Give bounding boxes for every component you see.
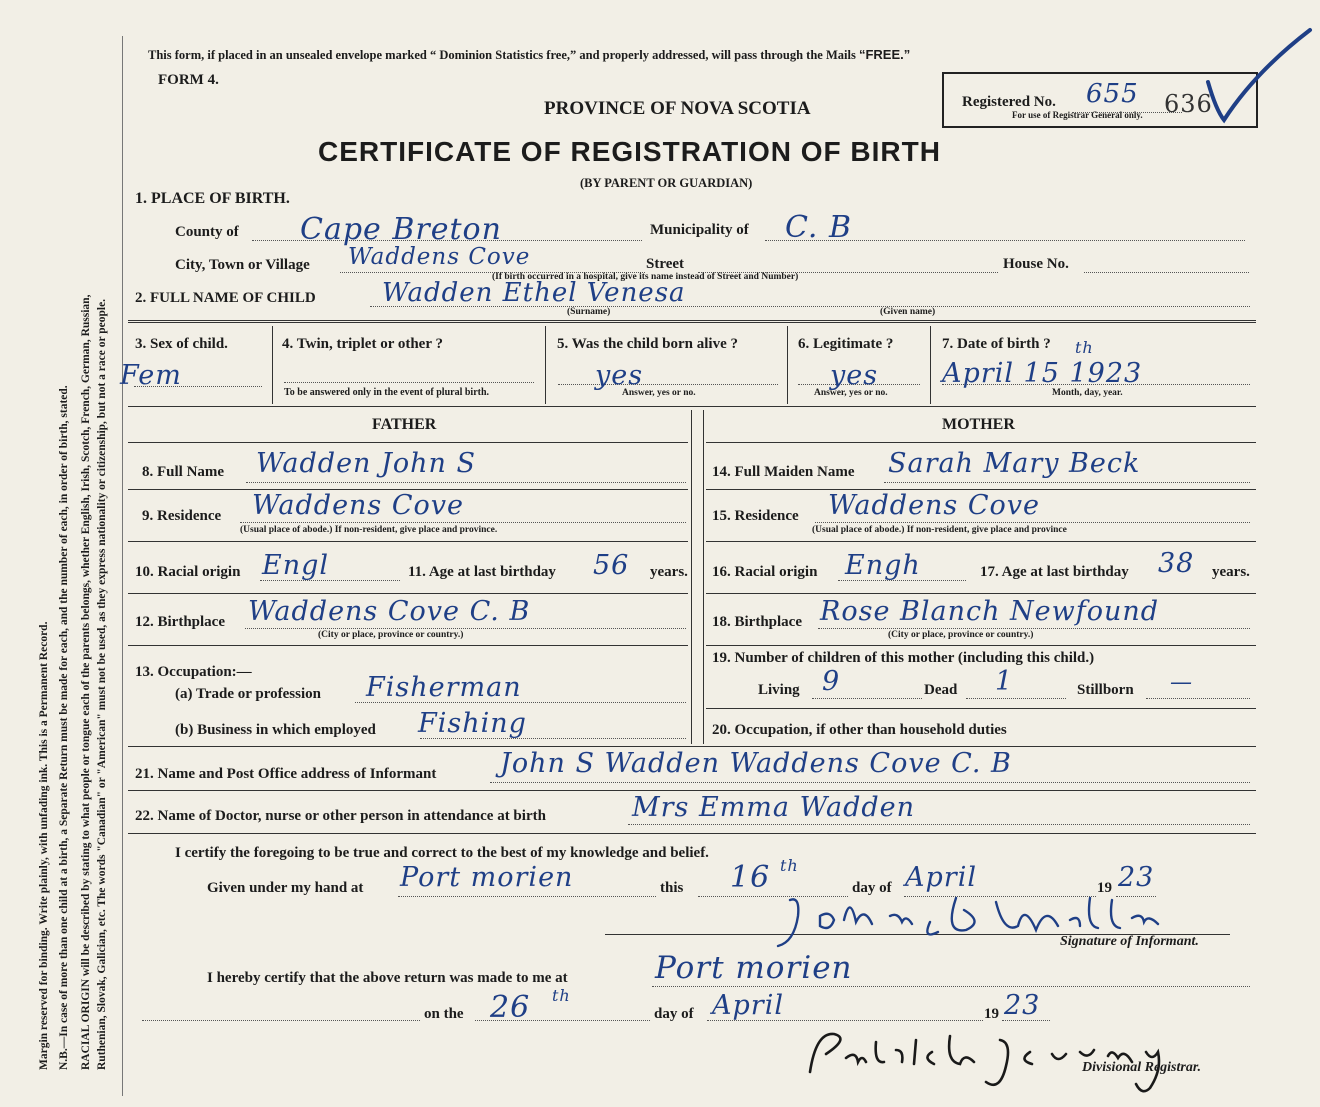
mail-notice-free: “FREE.” (858, 47, 911, 62)
alive-dotline (558, 384, 778, 385)
informant-label: 21. Name and Post Office address of Informant (135, 766, 437, 782)
registered-value: 655 (1086, 79, 1139, 109)
this-label: this (660, 880, 684, 896)
informant-value: John S Wadden Waddens Cove C. B (500, 748, 1012, 779)
father-heading-line (128, 442, 688, 443)
alive-label: 5. Was the child born alive ? (557, 336, 738, 352)
child-name-value: Wadden Ethel Venesa (382, 278, 686, 308)
county-value: Cape Breton (300, 212, 502, 247)
municipality-value: C. B (785, 210, 853, 245)
father-row-line-2 (128, 541, 688, 542)
legitimate-label: 6. Legitimate ? (798, 336, 894, 352)
hospital-note: (If birth occurred in a hospital, give its name instead of Street and Number) (492, 272, 799, 282)
surname-note: (Surname) (567, 307, 611, 317)
mother-birthplace-label: 18. Birthplace (712, 614, 802, 630)
dead-label: Dead (924, 682, 958, 698)
attendant-label: 22. Name of Doctor, nurse or other person in attendance at birth (135, 808, 546, 824)
father-trade-label: (a) Trade or profession (175, 686, 321, 702)
mother-racial-label: 16. Racial origin (712, 564, 818, 580)
form-number: FORM 4. (158, 72, 219, 88)
mother-row-line-4 (706, 645, 1256, 646)
divider-top (128, 320, 1256, 323)
sex-label: 3. Sex of child. (135, 336, 228, 352)
checkmark-icon (1200, 22, 1315, 132)
on-the-label: on the (424, 1006, 464, 1022)
divider-22 (128, 833, 1256, 834)
mother-age-label: 17. Age at last birthday (980, 564, 1129, 580)
father-row-line-4 (128, 645, 688, 646)
father-residence-dotline (240, 522, 686, 523)
city-label: City, Town or Village (175, 257, 310, 273)
stillborn-value: — (1170, 670, 1193, 695)
legitimate-note: Answer, yes or no. (814, 388, 888, 398)
margin-note-nationality: Ruthenian, Slovak, Galician, etc. The words "Canadian" or "American" must not be used, as they express nationality or citizenship, but not a race or people. (96, 298, 108, 1070)
given-label: Given under my hand at (207, 880, 364, 896)
mother-name-label: 14. Full Maiden Name (712, 464, 855, 480)
father-racial-value: Engl (262, 550, 330, 581)
reg-day-superscript: th (552, 986, 571, 1005)
father-row-line-3 (128, 593, 688, 594)
mother-occupation-label: 20. Occupation, if other than household duties (712, 722, 1007, 738)
certificate-title: CERTIFICATE OF REGISTRATION OF BIRTH (318, 136, 941, 167)
mother-heading: MOTHER (942, 416, 1015, 433)
sex-value: Fem (120, 360, 182, 391)
mother-row-line-3 (706, 593, 1256, 594)
col-divider-5 (787, 326, 788, 404)
province-heading: PROVINCE OF NOVA SCOTIA (544, 98, 811, 119)
municipality-label: Municipality of (650, 222, 749, 238)
attendant-dotline (628, 824, 1250, 825)
father-name-label: 8. Full Name (142, 464, 225, 480)
mother-birthplace-dotline (818, 628, 1250, 629)
living-dotline (812, 698, 922, 699)
mother-birthplace-note: (City or place, province or country.) (888, 630, 1034, 640)
twin-label: 4. Twin, triplet or other ? (282, 336, 443, 352)
stillborn-label: Stillborn (1077, 682, 1134, 698)
reg-day-value: 26 (490, 990, 531, 1025)
divider-parents-top (128, 406, 1256, 407)
father-residence-label: 9. Residence (142, 508, 222, 524)
father-age-unit: years. (650, 564, 688, 580)
parents-center-divider-2 (703, 410, 704, 744)
county-label: County of (175, 224, 239, 240)
father-racial-label: 10. Racial origin (135, 564, 241, 580)
registered-label: Registered No. (962, 94, 1056, 110)
father-heading: FATHER (372, 416, 437, 433)
dob-superscript: th (1075, 338, 1094, 357)
living-label: Living (758, 682, 800, 698)
informant-signature-label: Signature of Informant. (1060, 934, 1199, 949)
given-day-superscript: th (780, 856, 799, 875)
father-birthplace-dotline (245, 628, 686, 629)
divider-21 (128, 790, 1256, 791)
mother-name-value: Sarah Mary Beck (888, 448, 1141, 479)
given-year-prefix: 19 (1097, 880, 1112, 896)
dob-note: Month, day, year. (1052, 388, 1123, 398)
col-divider-3 (272, 326, 273, 404)
given-day-value: 16 (730, 860, 771, 895)
given-day-of-label: day of (852, 880, 892, 896)
registered-value-second: 636 (1164, 90, 1213, 118)
mother-age-unit: years. (1212, 564, 1250, 580)
father-birthplace-label: 12. Birthplace (135, 614, 225, 630)
divider-parents-bottom (128, 746, 1256, 747)
alive-value: yes (595, 360, 644, 391)
father-name-dotline (246, 482, 686, 483)
father-trade-value: Fisherman (366, 672, 522, 703)
father-residence-value: Waddens Cove (252, 490, 465, 521)
twin-dotline (284, 382, 534, 383)
mother-name-dotline (884, 482, 1250, 483)
dead-dotline (966, 698, 1066, 699)
reg-year-value: 23 (1004, 990, 1041, 1021)
mother-row-line-5 (706, 708, 1256, 709)
reg-day-of-label: day of (654, 1006, 694, 1022)
father-name-value: Wadden John S (256, 448, 476, 479)
given-place-dotline (398, 896, 656, 897)
margin-note-racial-origin: RACIAL ORIGIN will be described by stating to what people or tongue each of the parents belongs, whether English, Irish, Scotch, French, German, Russian, (80, 294, 92, 1070)
father-business-value: Fishing (418, 708, 527, 739)
alive-note: Answer, yes or no. (622, 388, 696, 398)
informant-dotline (490, 782, 1250, 783)
twin-note: To be answered only in the event of plural birth. (284, 387, 490, 398)
father-occupation-label: 13. Occupation:— (135, 664, 252, 680)
margin-note-multiple-births: N.B.—In case of more than one child at a birth, a Separate Return must be made for each, and the number of each, in order of birth, stated. (58, 385, 70, 1070)
registrar-statement: I hereby certify that the above return was made to me at (207, 970, 568, 986)
place-of-birth-heading: 1. PLACE OF BIRTH. (135, 190, 290, 207)
reg-place-dotline (652, 986, 1250, 987)
mother-age-value: 38 (1158, 548, 1195, 579)
street-label: Street (646, 256, 685, 272)
mother-heading-line (706, 442, 1256, 443)
registrar-signature-label: Divisional Registrar. (1082, 1060, 1202, 1075)
reg-left-dotline (142, 1020, 420, 1021)
house-label: House No. (1003, 256, 1069, 272)
father-birthplace-note: (City or place, province or country.) (318, 630, 464, 640)
dob-value: April 15 1923 (942, 358, 1143, 389)
reg-place-value: Port morien (655, 950, 853, 986)
living-value: 9 (822, 666, 841, 697)
mother-residence-value: Waddens Cove (828, 490, 1041, 521)
father-birthplace-value: Waddens Cove C. B (248, 596, 531, 627)
given-name-note: (Given name) (880, 307, 936, 317)
father-age-label: 11. Age at last birthday (408, 564, 556, 580)
registrar-note: For use of Registrar General only. (1012, 110, 1143, 120)
attendant-value: Mrs Emma Wadden (632, 792, 916, 823)
legitimate-value: yes (830, 360, 879, 391)
mother-row-line-2 (706, 541, 1256, 542)
parents-center-divider (691, 410, 692, 744)
given-place-value: Port morien (400, 862, 574, 893)
binding-margin-line (122, 36, 123, 1096)
father-business-label: (b) Business in which employed (175, 722, 376, 738)
father-residence-note: (Usual place of abode.) If non-resident, give place and province. (240, 525, 498, 535)
city-value: Waddens Cove (348, 244, 531, 270)
margin-note-binding: Margin reserved for binding. Write plainly, with unfading ink. This is a Permanent Record. (38, 621, 50, 1070)
dead-value: 1 (995, 666, 1014, 697)
mother-children-label: 19. Number of children of this mother (including this child.) (712, 650, 1095, 666)
reg-month-value: April (712, 990, 784, 1021)
certificate-subtitle: (BY PARENT OR GUARDIAN) (580, 176, 753, 190)
mother-residence-label: 15. Residence (712, 508, 799, 524)
child-name-label: 2. FULL NAME OF CHILD (135, 290, 316, 306)
mother-residence-note: (Usual place of abode.) If non-resident, give place and province (812, 525, 1067, 535)
reg-year-prefix: 19 (984, 1006, 999, 1022)
father-age-value: 56 (593, 550, 630, 581)
mail-notice (148, 47, 910, 63)
registered-dotline (1072, 112, 1182, 113)
given-month-value: April (905, 862, 977, 893)
given-year-value: 23 (1118, 862, 1155, 893)
mail-notice-text: This form, if placed in an unsealed envelope marked “ Dominion Statistics free,” and properly addressed, will pass through the Mails (148, 48, 856, 62)
col-divider-6 (930, 326, 931, 404)
mother-residence-dotline (815, 522, 1250, 523)
mother-birthplace-value: Rose Blanch Newfound (820, 596, 1160, 627)
stillborn-dotline (1146, 698, 1250, 699)
mother-racial-value: Engh (845, 550, 921, 581)
certification-statement: I certify the foregoing to be true and correct to the best of my knowledge and belief. (175, 845, 709, 861)
house-dotline (1084, 272, 1249, 273)
col-divider-4 (545, 326, 546, 404)
dob-label: 7. Date of birth ? (942, 336, 1051, 352)
